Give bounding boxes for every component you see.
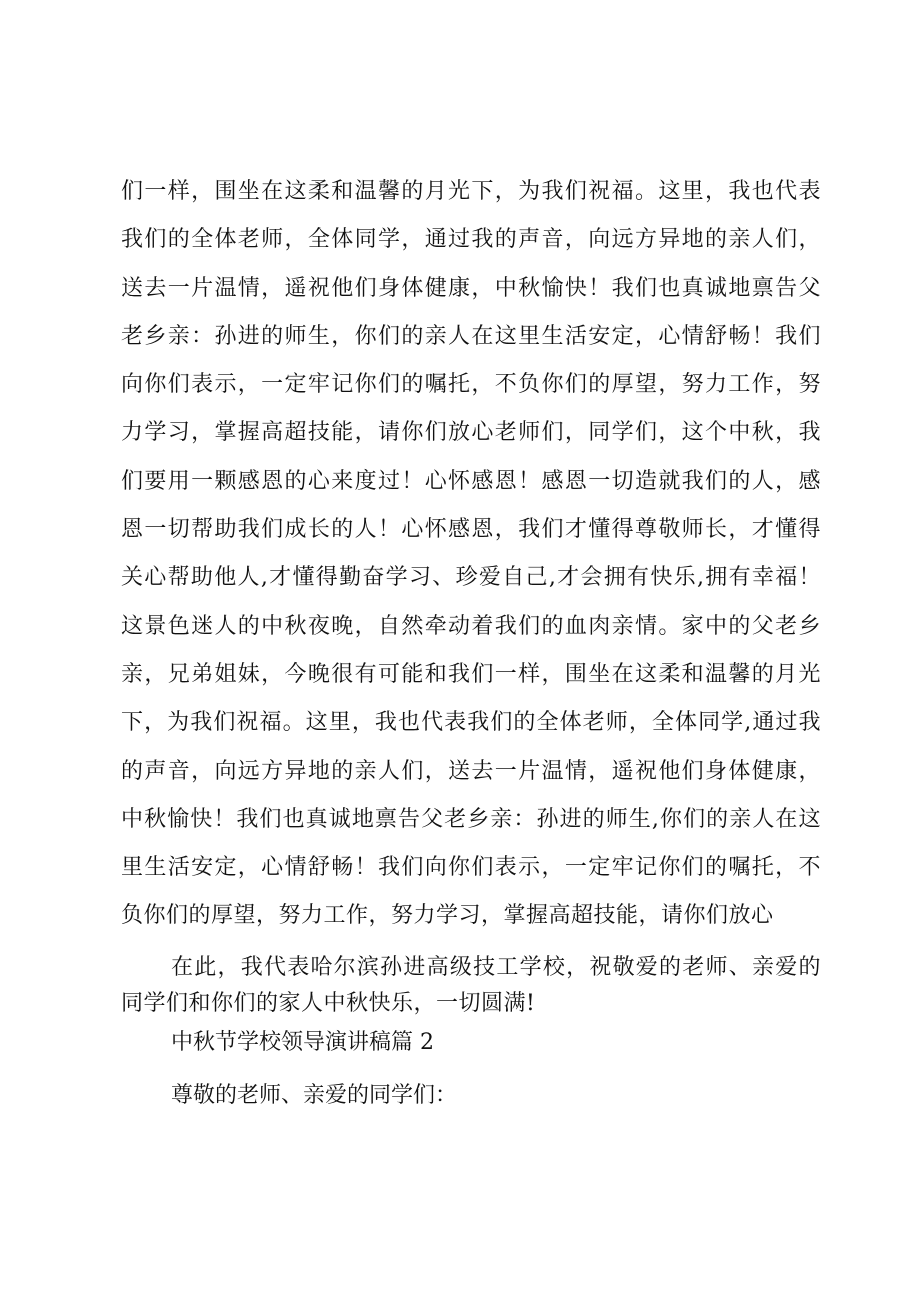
body-line: 亲，兄弟姐妹，今晚很有可能和我们一样，围坐在这柔和温馨的月光	[121, 661, 821, 687]
speech-body	[121, 168, 821, 941]
body-line-last: 负你们的厚望，努力工作，努力学习，掌握高超技能，请你们放心	[121, 903, 774, 929]
section-heading: 中秋节学校领导演讲稿篇 2	[171, 1030, 434, 1055]
body-line: 我们的全体老师，全体同学，通过我的声音，向远方异地的亲人们，	[121, 227, 821, 253]
body-line: 中秋愉快！我们也真诚地禀告父老乡亲：孙进的师生,你们的亲人在这	[121, 806, 821, 832]
closing-paragraph	[121, 950, 821, 1022]
body-line: 这景色迷人的中秋夜晚，自然牵动着我们的血肉亲情。家中的父老乡	[121, 613, 821, 639]
closing-line: 同学们和你们的家人中秋快乐，一切圆满!	[121, 991, 536, 1016]
body-line: 的声音，向远方异地的亲人们，送去一片温情，遥祝他们身体健康，	[121, 758, 821, 784]
body-line: 送去一片温情，遥祝他们身体健康，中秋愉快！我们也真诚地禀告父	[121, 275, 821, 301]
body-line: 向你们表示，一定牢记你们的嘱托，不负你们的厚望，努力工作，努	[121, 372, 821, 398]
closing-line: 在此，我代表哈尔滨孙进高级技工学校，祝敬爱的老师、亲爱的	[171, 955, 821, 980]
body-line: 恩一切帮助我们成长的人！心怀感恩，我们才懂得尊敬师长，才懂得	[121, 517, 821, 543]
body-line: 们要用一颗感恩的心来度过！心怀感恩！感恩一切造就我们的人，感	[121, 468, 821, 494]
body-line: 里生活安定，心情舒畅！我们向你们表示，一定牢记你们的嘱托，不	[121, 855, 821, 881]
body-line: 关心帮助他人,才懂得勤奋学习、珍爱自己,才会拥有快乐,拥有幸福！	[121, 565, 821, 591]
body-line: 力学习，掌握高超技能，请你们放心老师们，同学们，这个中秋，我	[121, 420, 821, 446]
body-line: 老乡亲：孙进的师生，你们的亲人在这里生活安定，心情舒畅！我们	[121, 323, 821, 349]
body-line: 们一样，围坐在这柔和温馨的月光下，为我们祝福。这里，我也代表	[121, 179, 821, 204]
body-line: 下，为我们祝福。这里，我也代表我们的全体老师，全体同学,通过我	[121, 710, 821, 736]
salutation: 尊敬的老师、亲爱的同学们：	[171, 1083, 458, 1108]
